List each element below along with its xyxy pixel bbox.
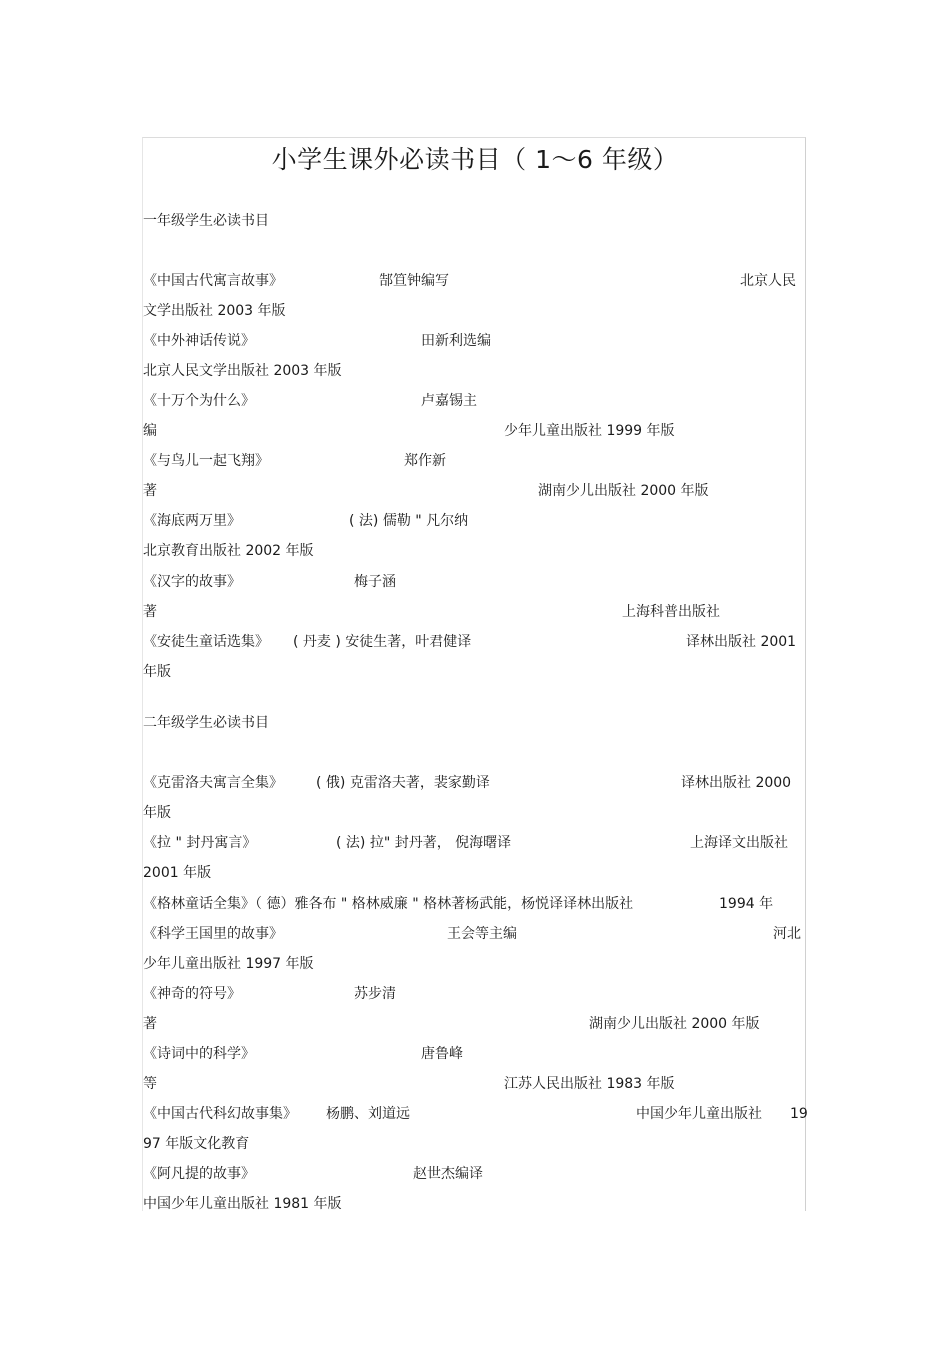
book-publisher: 湖南少儿出版社 2000 年版 bbox=[538, 483, 709, 499]
book-continuation: 著 bbox=[143, 604, 157, 620]
book-publisher: 河北 bbox=[773, 926, 801, 942]
book-author: 赵世杰编译 bbox=[413, 1166, 483, 1182]
book-title: 《十万个为什么》 bbox=[143, 393, 255, 409]
book-continuation: 等 bbox=[143, 1076, 157, 1092]
book-author: 杨鹏、刘道远 bbox=[326, 1106, 410, 1122]
book-year: 1994 年 bbox=[719, 896, 774, 912]
book-continuation: 北京教育出版社 2002 年版 bbox=[143, 543, 314, 559]
book-publisher: 上海译文出版社 bbox=[690, 835, 788, 851]
book-title: 《安徒生童话选集》 bbox=[143, 634, 269, 650]
section-heading: 一年级学生必读书目 bbox=[143, 213, 269, 229]
book-author: 王会等主编 bbox=[447, 926, 517, 942]
book-title: 《科学王国里的故事》 bbox=[143, 926, 283, 942]
book-title: 《中外神话传说》 bbox=[143, 333, 255, 349]
book-continuation: 97 年版文化教育 bbox=[143, 1136, 250, 1152]
book-continuation: 著 bbox=[143, 1016, 157, 1032]
book-publisher: 江苏人民出版社 1983 年版 bbox=[504, 1076, 675, 1092]
book-author: 苏步清 bbox=[354, 986, 396, 1002]
book-publisher: 译林出版社 2000 bbox=[681, 775, 792, 791]
book-continuation: 年版 bbox=[143, 664, 171, 680]
book-title: 《神奇的符号》 bbox=[143, 986, 241, 1002]
book-publisher: 北京人民 bbox=[740, 273, 796, 289]
book-continuation: 少年儿童出版社 1997 年版 bbox=[143, 956, 314, 972]
book-continuation: 中国少年儿童出版社 1981 年版 bbox=[143, 1196, 342, 1212]
book-author: 田新利选编 bbox=[421, 333, 491, 349]
book-continuation: 北京人民文学出版社 2003 年版 bbox=[143, 363, 342, 379]
book-author: ( 法) 儒勒 " 凡尔纳 bbox=[349, 513, 469, 529]
book-author: 郜笪钟编写 bbox=[379, 273, 449, 289]
book-publisher: 中国少年儿童出版社 bbox=[636, 1106, 762, 1122]
book-continuation: 著 bbox=[143, 483, 157, 499]
book-author: ( 丹麦 ) 安徒生著，叶君健译 bbox=[293, 634, 472, 650]
book-author: ( 法) 拉" 封丹著， 倪海曙译 bbox=[336, 835, 512, 851]
book-title: 《中国古代寓言故事》 bbox=[143, 273, 283, 289]
book-continuation: 编 bbox=[143, 423, 157, 439]
book-author: 郑作新 bbox=[404, 453, 446, 469]
book-title: 《克雷洛夫寓言全集》 bbox=[143, 775, 283, 791]
section-heading: 二年级学生必读书目 bbox=[143, 715, 269, 731]
book-title: 《汉字的故事》 bbox=[143, 574, 241, 590]
book-author: 卢嘉锡主 bbox=[421, 393, 477, 409]
book-title: 《阿凡提的故事》 bbox=[143, 1166, 255, 1182]
book-publisher: 上海科普出版社 bbox=[622, 604, 720, 620]
book-publisher: 译林出版社 2001 bbox=[686, 634, 797, 650]
book-author: 唐鲁峰 bbox=[421, 1046, 463, 1062]
book-title: 《拉 " 封丹寓言》 bbox=[143, 835, 257, 851]
document-title: 小学生课外必读书目（ 1～6 年级） bbox=[271, 145, 679, 174]
book-author: 梅子涵 bbox=[354, 574, 396, 590]
book-title: 《海底两万里》 bbox=[143, 513, 241, 529]
book-title: 《中国古代科幻故事集》 bbox=[143, 1106, 297, 1122]
book-entry: 《格林童话全集》（ 德）雅各布 " 格林威廉 " 格林著杨武能，杨悦译译林出版社 bbox=[143, 896, 634, 912]
book-continuation: 文学出版社 2003 年版 bbox=[143, 303, 286, 319]
book-year: 19 bbox=[790, 1106, 808, 1122]
book-publisher: 少年儿童出版社 1999 年版 bbox=[504, 423, 675, 439]
book-continuation: 年版 bbox=[143, 805, 171, 821]
book-author: ( 俄) 克雷洛夫著，裴家勤译 bbox=[316, 775, 490, 791]
book-publisher: 湖南少儿出版社 2000 年版 bbox=[589, 1016, 760, 1032]
book-continuation: 2001 年版 bbox=[143, 865, 212, 881]
book-title: 《诗词中的科学》 bbox=[143, 1046, 255, 1062]
book-title: 《与鸟儿一起飞翔》 bbox=[143, 453, 269, 469]
